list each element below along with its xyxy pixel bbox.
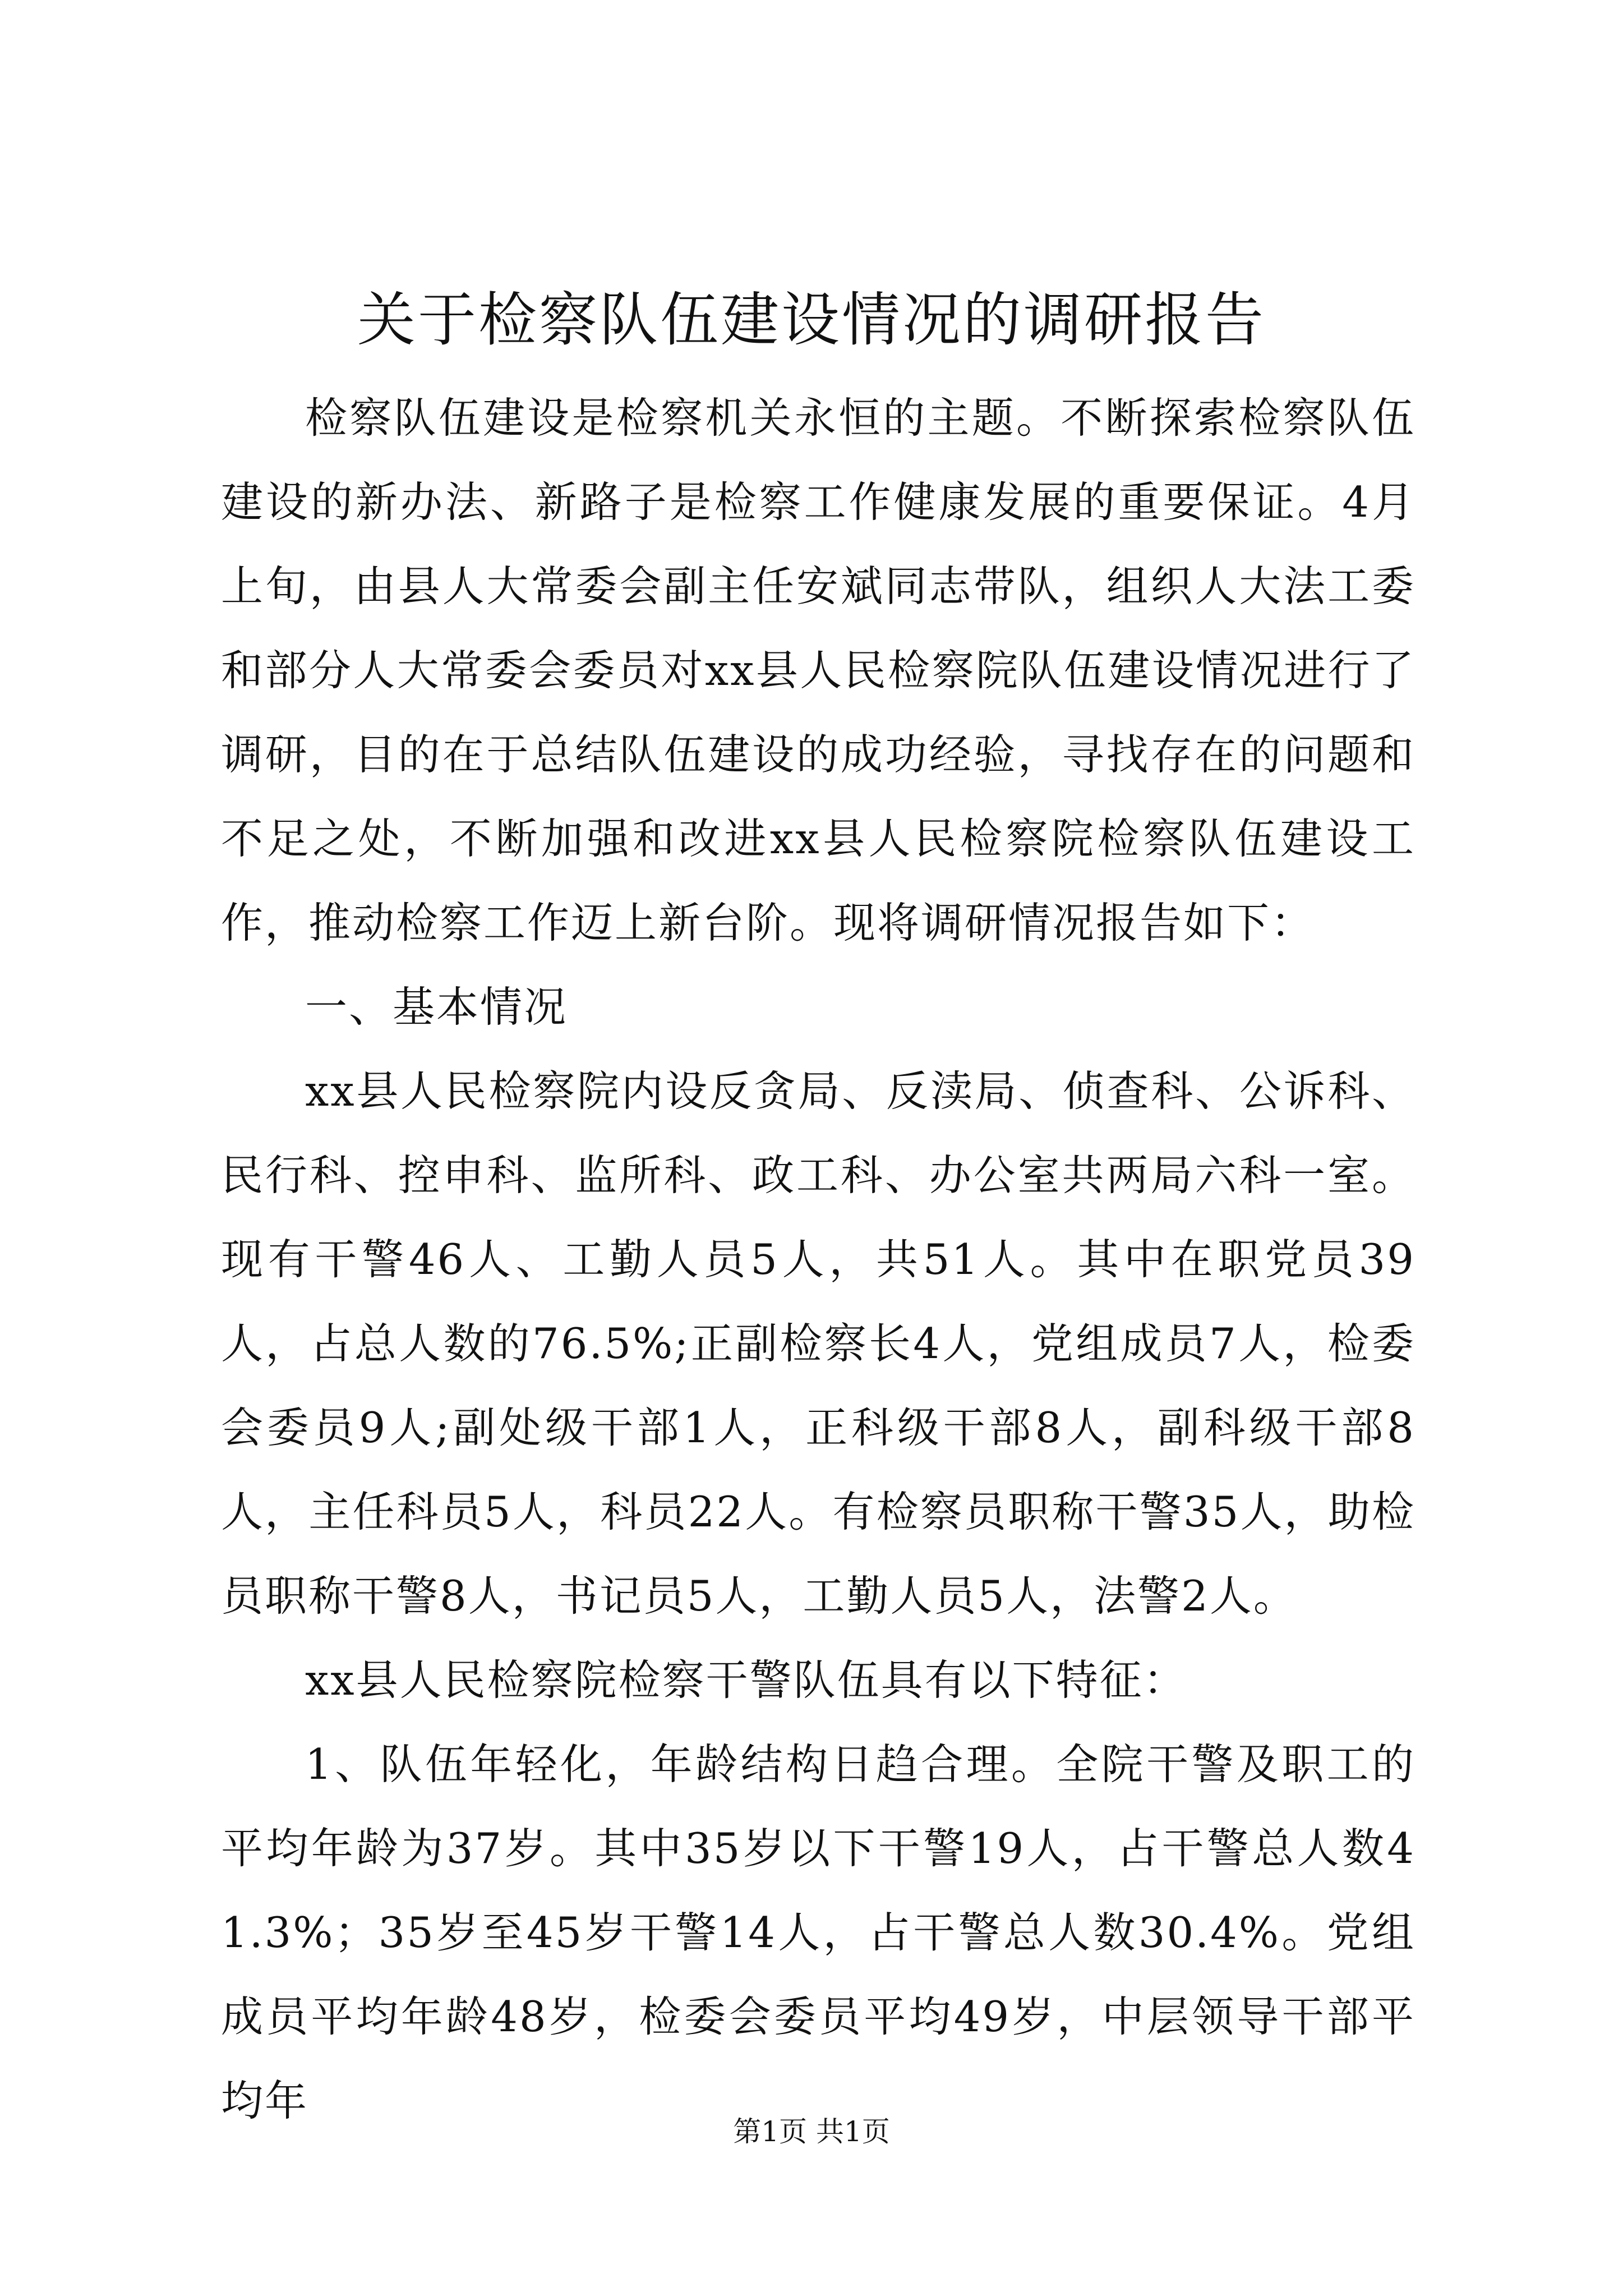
paragraph-features-intro: xx县人民检察院检察干警队伍具有以下特征： bbox=[305, 1655, 1187, 1705]
paragraph-intro: 检察队伍建设是检察机关永恒的主题。不断探索检察队伍建设的新办法、新路子是检察工作健康发展的重要保证。4月上旬，由县人大常委会副主任安斌同志带队，组织人大法工委和部分人大常委会委员对xx县人民检察院队伍建设情况进行了调研，目的在于总结队伍建设的成功经验，寻找存在的问题和不足之处，不断加强和改进xx县人民检察院检察队伍建设工作，推动检察工作迈上新台阶。现将调研情况报告如下： bbox=[221, 393, 1415, 947]
document-title: 关于检察队伍建设情况的调研报告 bbox=[357, 286, 1266, 354]
paragraph-organization: xx县人民检察院内设反贪局、反渎局、侦查科、公诉科、民行科、控申科、监所科、政工科、办公室共两局六科一室。现有干警46人、工勤人员5人，共51人。其中在职党员39人，占总人数的76.5%;正副检察长4人，党组成员7人，检委会委员9人;副处级干部1人，正科级干部8人，副科级干部8人，主任科员5人，科员22人。有检察员职称干警35人，助检员职称干警8人，书记员5人，工勤人员5人，法警2人。 bbox=[221, 1066, 1415, 1621]
paragraph-feature-1: 1、队伍年轻化，年龄结构日趋合理。全院干警及职工的平均年龄为37岁。其中35岁以下干警19人，占干警总人数41.3%；35岁至45岁干警14人，占干警总人数30.4%。党组成员平均年龄48岁，检委会委员平均49岁，中层领导干部平均年 bbox=[221, 1740, 1415, 2125]
section-heading-basic-situation: 一、基本情况 bbox=[305, 982, 568, 1032]
page-footer: 第1页 共1页 bbox=[733, 2115, 890, 2148]
document-body bbox=[221, 376, 1415, 2143]
